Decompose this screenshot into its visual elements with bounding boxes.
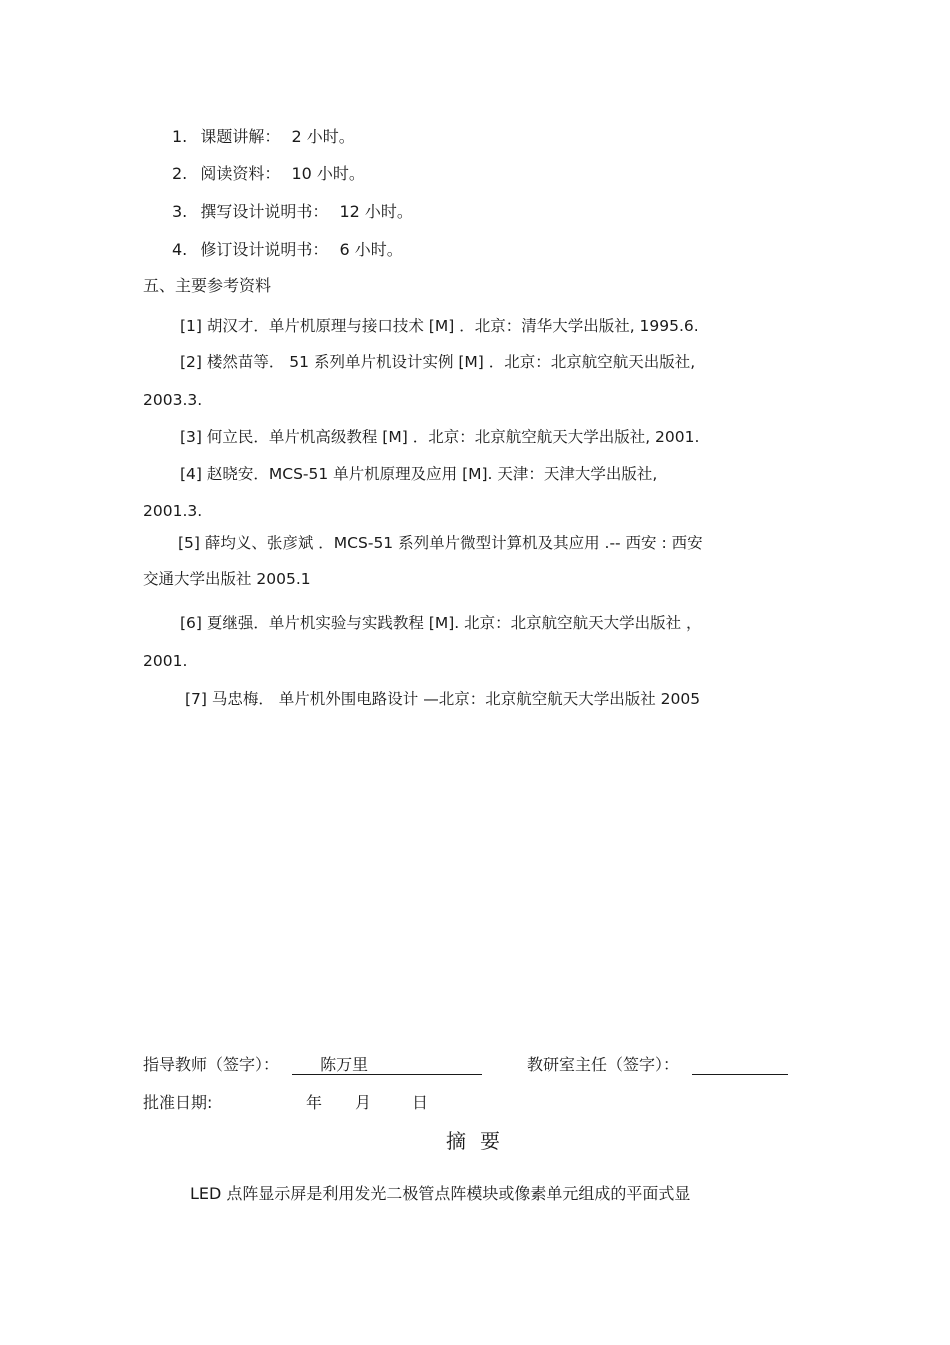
reference-5-continued: 交通大学出版社 2005.1 [143, 570, 311, 588]
reference-4-continued: 2001.3. [143, 502, 203, 520]
reference-2: [2] 楼然苗等． 51 系列单片机设计实例 [M] ．北京：北京航空航天出版社, [180, 353, 696, 371]
references-heading: 五、主要参考资料 [143, 276, 272, 295]
approval-date-row [143, 1093, 212, 1113]
director-label: 教研室主任（签字）： [527, 1055, 680, 1074]
reference-6: [6] 夏继强．单片机实验与实践教程 [M]. 北京：北京航空航天大学出版社 ， [180, 614, 702, 632]
abstract-first-line: LED 点阵显示屏是利用发光二极管点阵模块或像素单元组成的平面式显 [190, 1184, 691, 1203]
schedule-item-2: 2. 阅读资料： 10 小时。 [172, 164, 365, 183]
reference-4: [4] 赵晓安．MCS-51 单片机原理及应用 [M]. 天津：天津大学出版社, [180, 465, 658, 483]
reference-7: [7] 马忠梅． 单片机外围电路设计 —北京：北京航空航天大学出版社 2005 [185, 690, 701, 708]
schedule-item-1: 1. 课题讲解： 2 小时。 [172, 127, 355, 146]
schedule-item-4: 4. 修订设计说明书： 6 小时。 [172, 240, 403, 259]
advisor-signature-line [292, 1056, 482, 1075]
director-signature-row [527, 1055, 788, 1075]
abstract-title: 摘要 [446, 1129, 514, 1153]
schedule-item-3: 3. 撰写设计说明书： 12 小时。 [172, 202, 413, 221]
advisor-name: 陈万里 [320, 1055, 369, 1074]
date-day: 日 [412, 1093, 429, 1112]
reference-2-continued: 2003.3. [143, 391, 203, 409]
reference-6-continued: 2001. [143, 652, 188, 670]
advisor-signature-row [143, 1055, 482, 1075]
reference-1: [1] 胡汉才．单片机原理与接口技术 [M] ．北京：清华大学出版社, 1995.6. [180, 317, 699, 335]
reference-3: [3] 何立民．单片机高级教程 [M] ．北京：北京航空航天大学出版社, 2001. [180, 428, 700, 446]
director-signature-line [692, 1056, 788, 1075]
reference-5: [5] 薛均义、张彦斌 ．MCS-51 系列单片微型计算机及其应用 .-- 西安 : 西安 [178, 534, 703, 552]
date-year: 年 [306, 1093, 323, 1112]
advisor-label: 指导教师（签字）： [143, 1055, 280, 1074]
date-label: 批准日期: [143, 1093, 213, 1112]
date-month: 月 [355, 1093, 372, 1112]
